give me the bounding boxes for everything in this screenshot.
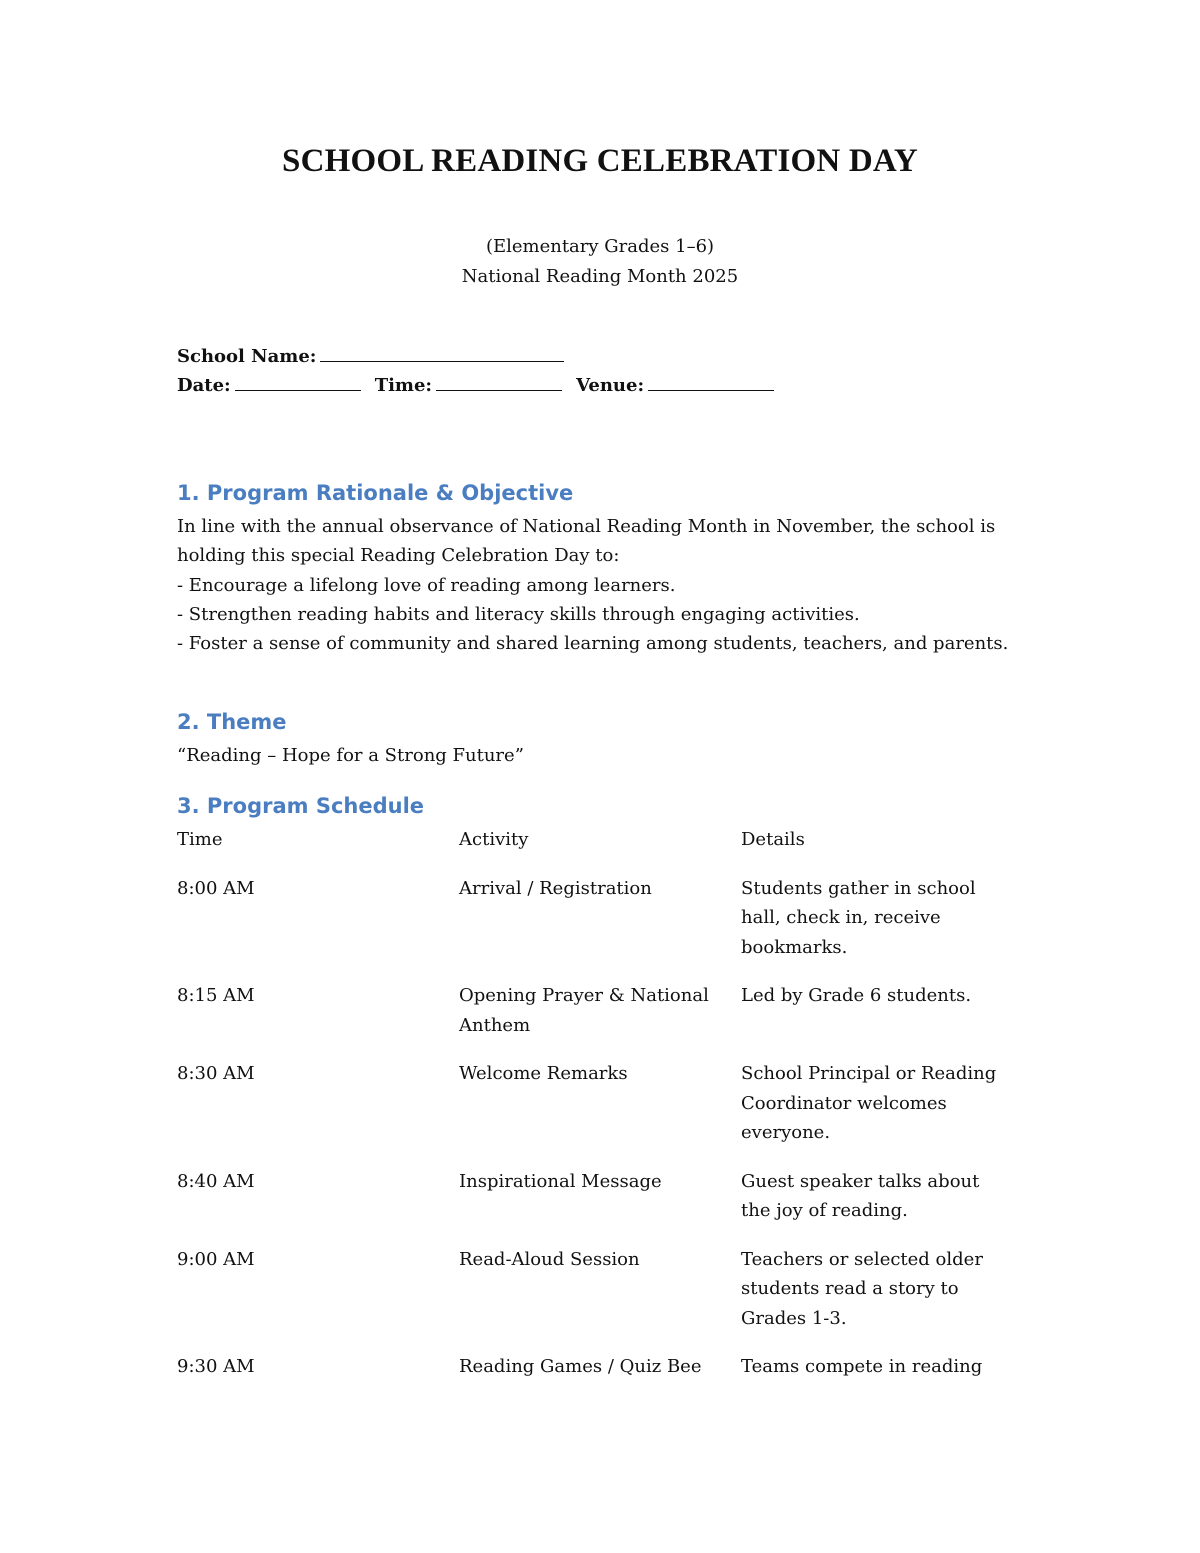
row-time: 9:30 AM xyxy=(177,1356,255,1377)
row-time: 8:40 AM xyxy=(177,1170,255,1192)
table-row xyxy=(177,1352,1027,1382)
school-name-label: School Name: xyxy=(177,346,317,367)
date-label: Date: xyxy=(177,375,231,396)
subtitle-grades: (Elementary Grades 1–6) xyxy=(485,236,715,257)
section-rationale-heading: 1. Program Rationale & Objective xyxy=(177,481,574,505)
venue-blank[interactable] xyxy=(648,372,774,391)
subtitle-month: National Reading Month 2025 xyxy=(461,266,739,287)
date-blank[interactable] xyxy=(235,372,361,391)
school-name-row xyxy=(177,343,564,367)
row-activity: Reading Games / Quiz Bee xyxy=(459,1356,702,1377)
table-row xyxy=(177,874,1027,963)
column-header-time: Time xyxy=(177,829,223,850)
date-time-venue-row xyxy=(177,372,774,396)
rationale-intro-line2: holding this special Reading Celebration Day to: xyxy=(177,545,620,567)
row-details: School Principal or Reading Coordinator welcomes everyone. xyxy=(741,1063,997,1143)
table-row xyxy=(177,1059,1027,1148)
time-label: Time: xyxy=(374,375,433,396)
school-name-blank[interactable] xyxy=(320,343,564,362)
row-details: Teachers or selected older students read a story to Grades 1-3. xyxy=(741,1248,983,1329)
row-activity: Arrival / Registration xyxy=(459,877,652,899)
row-details: Students gather in school hall, check in, receive bookmarks. xyxy=(741,877,976,958)
row-activity: Welcome Remarks xyxy=(459,1063,628,1084)
rationale-bullet: - Encourage a lifelong love of reading among learners. xyxy=(177,574,676,596)
row-details: Guest speaker talks about the joy of reading. xyxy=(741,1170,980,1221)
rationale-bullet: - Foster a sense of community and shared learning among students, teachers, and parents. xyxy=(177,633,1009,655)
row-details: Teams compete in reading xyxy=(741,1356,983,1377)
theme-text: “Reading – Hope for a Strong Future” xyxy=(177,745,524,766)
row-time: 8:00 AM xyxy=(177,877,255,899)
column-header-details: Details xyxy=(741,829,805,850)
row-time: 8:15 AM xyxy=(177,985,255,1006)
rationale-intro-line1: In line with the annual observance of National Reading Month in November, the school is xyxy=(177,516,996,537)
section-schedule-heading: 3. Program Schedule xyxy=(177,794,425,818)
row-activity: Read-Aloud Session xyxy=(459,1248,640,1270)
rationale-bullet: - Strengthen reading habits and literacy skills through engaging activities. xyxy=(177,603,860,625)
column-header-activity: Activity xyxy=(459,829,529,850)
row-details: Led by Grade 6 students. xyxy=(741,985,972,1006)
row-activity: Opening Prayer & National Anthem xyxy=(459,985,709,1036)
table-row xyxy=(177,1167,1027,1226)
time-blank[interactable] xyxy=(436,372,562,391)
table-row xyxy=(177,981,1027,1040)
section-rationale-body xyxy=(177,512,1037,658)
row-activity: Inspirational Message xyxy=(459,1170,662,1192)
row-time: 9:00 AM xyxy=(177,1248,255,1270)
row-time: 8:30 AM xyxy=(177,1063,255,1084)
venue-label: Venue: xyxy=(576,375,645,396)
document-title: SCHOOL READING CELEBRATION DAY xyxy=(282,143,918,179)
schedule-table xyxy=(177,825,1027,1401)
table-header-row xyxy=(177,825,1027,855)
section-theme-heading: 2. Theme xyxy=(177,710,287,734)
table-row xyxy=(177,1245,1027,1334)
